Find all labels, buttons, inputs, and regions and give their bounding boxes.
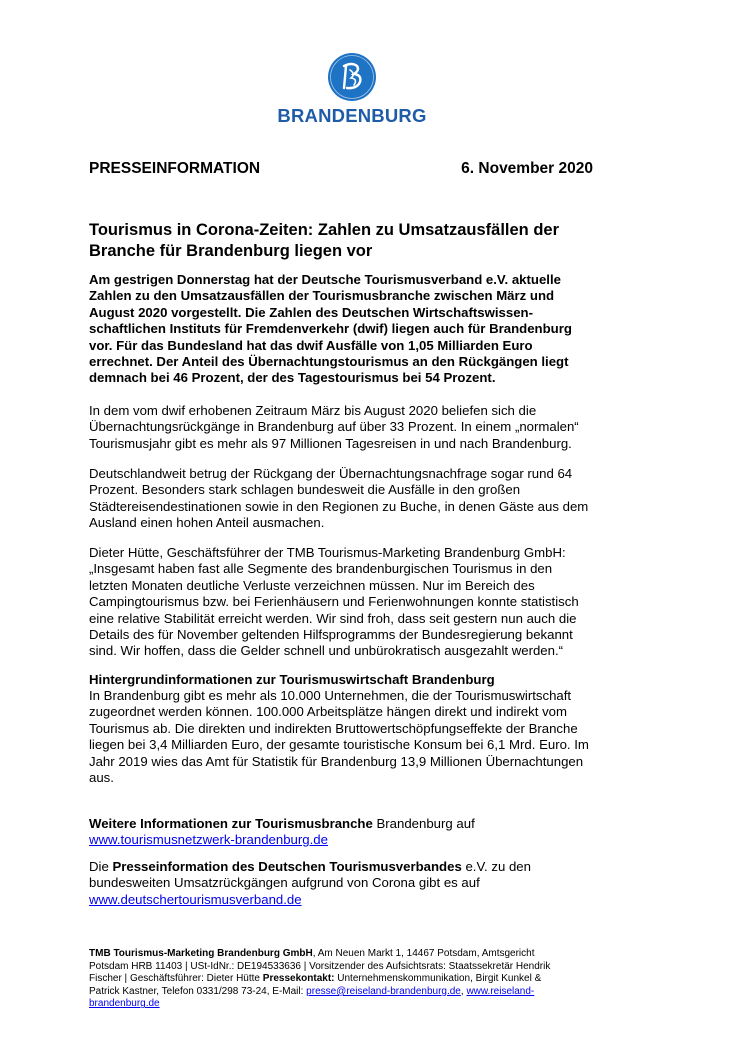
text-line bbox=[89, 816, 649, 832]
text-line: sind. Wir hoffen, dass die Gelder schnell und unbürokratisch ausgezahlt werden.“ bbox=[89, 643, 564, 659]
footer-website-link[interactable]: www.reiseland- bbox=[466, 985, 535, 997]
more-info-bold: Weitere Informationen zur Tourismusbranche bbox=[89, 816, 373, 831]
text-line: Am gestrigen Donnerstag hat der Deutsche Tourismusverband e.V. aktuelle bbox=[89, 272, 561, 287]
text-line: Deutschlandweit betrug der Rückgang der Übernachtungsnachfrage sogar rund 64 bbox=[89, 466, 573, 481]
text-line: demnach bei 46 Prozent, der des Tagestourismus bei 54 Prozent. bbox=[89, 370, 496, 386]
press-date: 6. November 2020 bbox=[461, 160, 593, 177]
brandenburg-logo bbox=[268, 52, 436, 127]
text-line: „Insgesamt haben fast alle Segmente des brandenburgischen Tourismus in den bbox=[89, 561, 553, 577]
brandenburg-emblem-icon bbox=[327, 52, 377, 102]
press-header bbox=[89, 160, 593, 178]
footer-ceo: Fischer | Geschäftsführer: Dieter Hütte bbox=[89, 973, 263, 985]
background-paragraph bbox=[89, 688, 649, 786]
text-line: errechnet. Der Anteil des Übernachtungstourismus an den Rückgängen liegt bbox=[89, 354, 569, 370]
footer-press-contact: Unternehmenskommunikation, Birgit Kunkel & bbox=[334, 973, 542, 985]
text-line: Städtereisendestinationen sowie in den Regionen zu Buche, in denen Gäste aus dem bbox=[89, 498, 589, 514]
footer-separator: , bbox=[460, 985, 467, 997]
logo-wordmark: BRANDENBURG bbox=[277, 105, 427, 126]
text-line: eine relative Stabilität erreicht werden. Wir sind froh, dass seit gestern nun auch die bbox=[89, 610, 577, 626]
dtv-post: e.V. zu den bbox=[461, 859, 531, 874]
text-line: Zahlen zu den Umsatzausfällen der Tourismusbranche zwischen März und bbox=[89, 288, 555, 304]
text-line: liegen bei 3,4 Milliarden Euro, der gesamte touristische Konsum bei 6,1 Mrd. Euro. Im bbox=[89, 737, 589, 753]
text-line: Details des für November geltenden Hilfsprogramms der Bundesregierung bekannt bbox=[89, 627, 573, 643]
text-line: Übernachtungsrückgänge in Brandenburg auf über 33 Prozent. In einem „normalen“ bbox=[89, 419, 579, 435]
background-heading: Hintergrundinformationen zur Tourismuswirtschaft Brandenburg bbox=[89, 672, 495, 687]
paragraph-quote bbox=[89, 545, 649, 660]
text-line: schaftlichen Instituts für Fremdenverkehr (dwif) liegen auch für Brandenburg bbox=[89, 321, 572, 337]
more-info-paragraph bbox=[89, 816, 649, 849]
text-line: Campingtourismus bzw. bei Ferienhäusern und Ferienwohnungen konnte statistisch bbox=[89, 594, 579, 610]
text-line: In dem vom dwif erhobenen Zeitraum März bis August 2020 beliefen sich die bbox=[89, 403, 537, 418]
text-line bbox=[89, 859, 649, 875]
footer-address: , Am Neuen Markt 1, 14467 Potsdam, Amtsgericht bbox=[312, 948, 535, 959]
text-line: Dieter Hütte, Geschäftsführer der TMB Tourismus-Marketing Brandenburg GmbH: bbox=[89, 545, 566, 560]
paragraph-overnight-decline bbox=[89, 403, 649, 452]
dtv-bold: Presseinformation des Deutschen Tourismusverbandes bbox=[112, 859, 462, 874]
text-line: Ausland einen hohen Anteil ausmachen. bbox=[89, 515, 325, 531]
footer-press-label: Pressekontakt: bbox=[262, 973, 335, 985]
text-line: Tourismus ab. Die direkten und indirekten Bruttowertschöpfungseffekte der Branche bbox=[89, 720, 578, 736]
footer-line bbox=[89, 986, 609, 999]
press-label: PRESSEINFORMATION bbox=[89, 160, 261, 177]
title-line: Tourismus in Corona-Zeiten: Zahlen zu Umsatzausfällen der bbox=[89, 221, 560, 239]
dtv-pre: Die bbox=[89, 859, 113, 874]
deutschertourismusverband-link[interactable]: www.deutschertourismusverband.de bbox=[89, 891, 302, 907]
footer-company: TMB Tourismus-Marketing Brandenburg GmbH bbox=[89, 948, 313, 959]
text-line: Jahr 2019 wies das Amt für Statistik für Brandenburg 13,9 Millionen Übernachtungen bbox=[89, 753, 584, 769]
footer-line: Potsdam HRB 11403 | USt-IdNr.: DE194533636 | Vorsitzender des Aufsichtsrats: Staatssekretär Hendrik bbox=[89, 960, 551, 972]
footer-phone: Patrick Kastner, Telefon 0331/298 73-24, E-Mail: bbox=[89, 985, 307, 997]
footer-email-link[interactable]: presse@reiseland-brandenburg.de bbox=[306, 985, 461, 997]
press-title bbox=[89, 220, 599, 262]
paragraph-germany-decline bbox=[89, 466, 649, 532]
dtv-info-paragraph bbox=[89, 859, 649, 908]
footer-line bbox=[89, 973, 609, 986]
text-line: letzten Monaten deutliche Verluste verzeichnen müssen. Nur im Bereich des bbox=[89, 577, 535, 593]
more-info-rest: Brandenburg auf bbox=[372, 816, 475, 831]
text-line: aus. bbox=[89, 770, 114, 786]
text-line: In Brandenburg gibt es mehr als 10.000 Unternehmen, die der Tourismuswirtschaft bbox=[89, 688, 572, 703]
text-line: Prozent. Besonders stark schlagen bundesweit die Ausfälle in den großen bbox=[89, 482, 521, 498]
text-line: bundesweiten Umsatzrückgängen aufgrund von Corona gibt es auf bbox=[89, 875, 480, 891]
text-line: August 2020 vorgestellt. Die Zahlen des Deutschen Wirtschaftswissen- bbox=[89, 304, 533, 320]
title-line: Branche für Brandenburg liegen vor bbox=[89, 242, 373, 260]
text-line: Tourismusjahr gibt es mehr als 97 Millionen Tagesreisen in und nach Brandenburg. bbox=[89, 435, 572, 451]
text-line: zugeordnet werden können. 100.000 Arbeitsplätze hängen direkt und indirekt vom bbox=[89, 704, 568, 720]
footer-imprint bbox=[89, 948, 609, 1011]
footer-line bbox=[89, 948, 609, 961]
text-line: vor. Für das Bundesland hat das dwif Ausfälle von 1,05 Milliarden Euro bbox=[89, 337, 533, 353]
tourismusnetzwerk-link[interactable]: www.tourismusnetzwerk-brandenburg.de bbox=[89, 832, 328, 848]
footer-website-link-cont[interactable]: brandenburg.de bbox=[89, 998, 160, 1010]
lead-paragraph bbox=[89, 272, 649, 387]
